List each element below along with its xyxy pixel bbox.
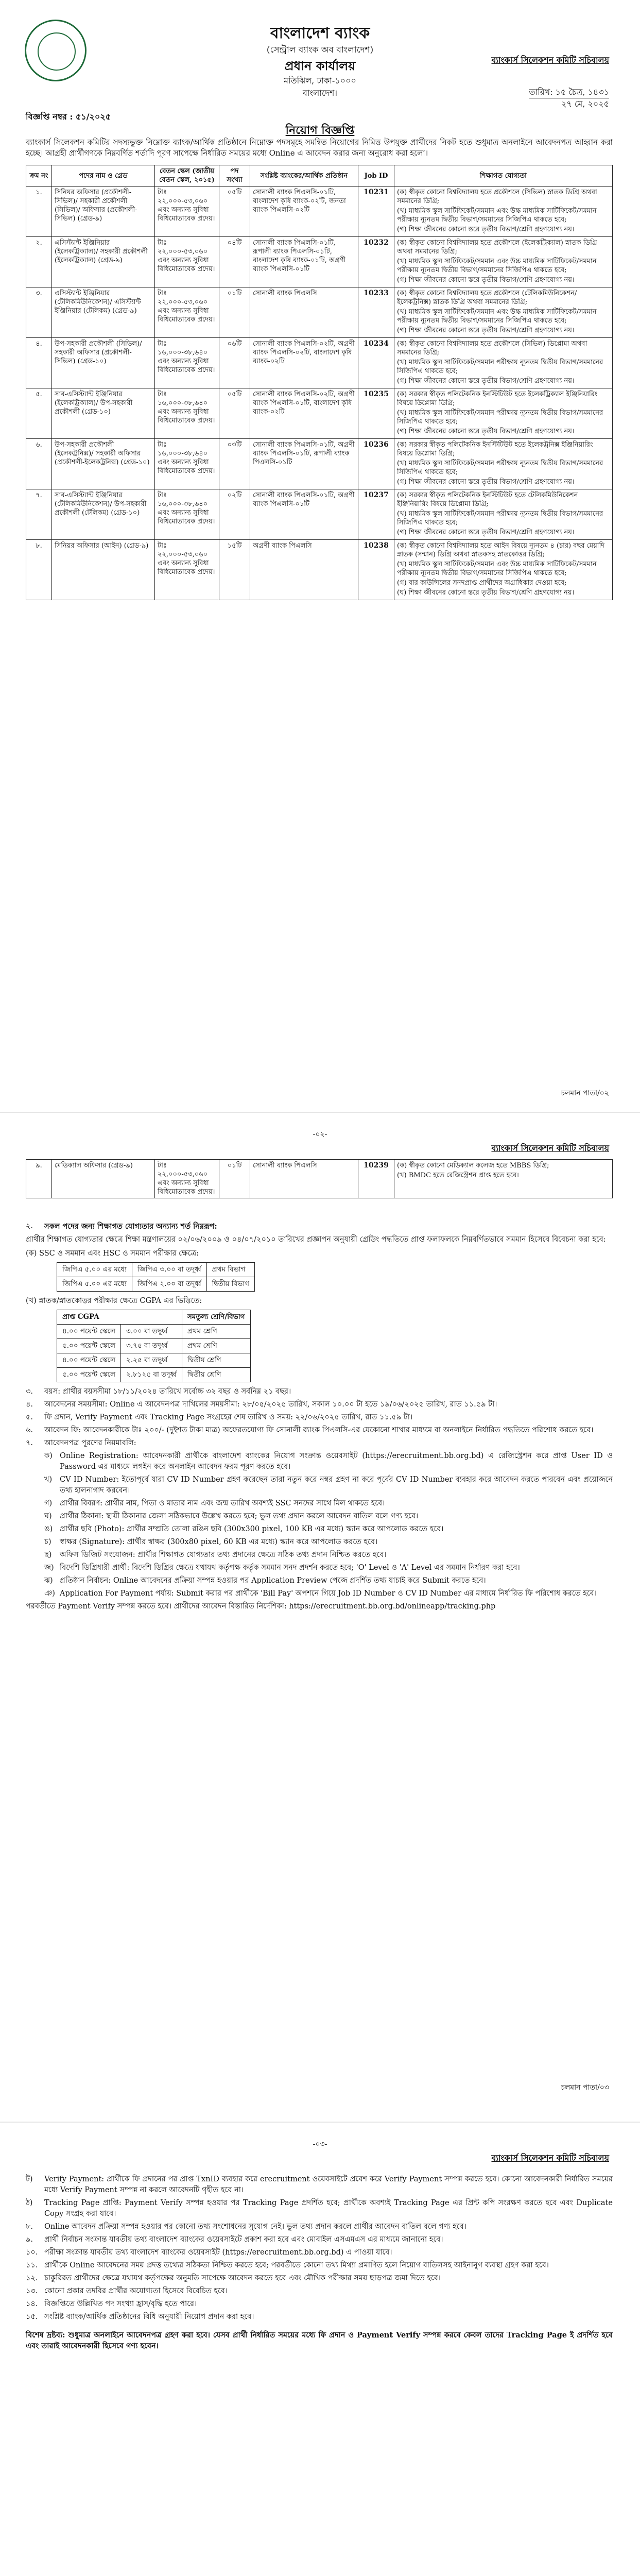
qualification-line: (গ) শিক্ষা জীবনের কোনো স্তরে তৃতীয় বিভাগ/শ্রেণি গ্রহণযোগ্য নয়। <box>397 276 575 284</box>
item-text: কোনো প্রকার তদবির প্রার্থীর অযোগ্যতা হিসেবে বিবেচিত হবে। <box>44 2287 228 2295</box>
row-scale: টাঃ ২২,০০০-৫৩,০৬০ এবং অন্যান্য সুবিধা বিধিমোতাবেক প্রদেয়। <box>155 287 219 338</box>
row-sl: ৯. <box>26 1160 52 1198</box>
list-item <box>26 2222 613 2232</box>
row-jobid: 10233 <box>358 287 394 338</box>
page-number-3: -০৩- <box>313 2140 327 2148</box>
row-jobid: 10234 <box>358 338 394 388</box>
row-scale: টাঃ ১৬,০০০-৩৮,৬৪০ এবং অন্যান্য সুবিধা বিধিমোতাবেক প্রদেয়। <box>155 489 219 540</box>
committee-name: ব্যাংকার্স সিলেকশন কমিটি সচিবালয় <box>491 55 609 65</box>
row-scale: টাঃ ২২,০০০-৫৩,০৬০ এবং অন্যান্য সুবিধা বিধিমোতাবেক প্রদেয়। <box>155 237 219 287</box>
section-2-text: প্রার্থীর শিক্ষাগত যোগ্যতার ক্ষেত্রে শিক্ষা মন্ত্রণালয়ের ০২/০৬/২০০৯ ও ০৪/০৭/২০১০ তারিখের প্রজ্ঞাপন অনুযায়ী গ্রেডিং পদ্ধতিতে প্রাপ্ত ফলাফলকে নিম্নবর্ণিতভাবে সমমান হিসেবে বিবেচনা করা হবে: <box>26 1235 606 1244</box>
item-number: ১০. <box>26 2248 38 2257</box>
row-post: উপ-সহকারী প্রকৌশলী (ইলেকট্রনিক্স)/ সহকারী অফিসার (প্রকৌশলী-ইলেকট্রনিক্স) (গ্রেড-১০) <box>52 439 155 489</box>
table-row: ৪.০০ পয়েন্ট স্কেলে ২.২৫ বা তদূর্ধ্ব দ্বিতীয় শ্রেণি <box>57 1353 251 1368</box>
table-row: ৫.০০ পয়েন্ট স্কেলে ৩.৭৫ বা তদূর্ধ্ব প্রথম শ্রেণি <box>57 1339 251 1353</box>
list-item <box>26 2198 613 2219</box>
item-text: Verify Payment: প্রার্থীকে ফি প্রদানের পর প্রাপ্ত TxnID ব্যবহার করে erecruitment ওয়েবসাইটে প্রবেশ করে Verify Payment সম্পন্ন করতে হবে। কোনো আবেদনকারী নির্ধারিত সময়ের মধ্যে Verify Payment সম্পন্ন না করলে আবেদনটি গৃহীত হবে না। <box>44 2175 613 2194</box>
row-count: ০৫টি <box>219 388 250 439</box>
list-item <box>44 1550 613 1561</box>
list-item <box>44 1511 613 1522</box>
item-text: আবেদন ফি: আবেদনকারীকে টাঃ ২০০/- (দুইশত টাকা মাত্র) অফেরতযোগ্য ফি সোনালী ব্যাংক পিএলসি-এর যেকোনো শাখার মাধ্যমে বা অনলাইনে নির্ধারিত পদ্ধতিতে পরিশোধ করতে হবে। <box>44 1426 594 1434</box>
row-post: সাব-এসিস্ট্যান্ট ইঞ্জিনিয়ার (ইলেকট্রিক্যাল)/ উপ-সহকারী প্রকৌশলী (গ্রেড-১০) <box>52 388 155 439</box>
notice-number: বিজ্ঞপ্তি নম্বর : ৫১/২০২৫ <box>26 112 111 122</box>
table-row: ৪.০০ পয়েন্ট স্কেলে ৩.০০ বা তদূর্ধ্ব প্রথম শ্রেণি <box>57 1325 251 1339</box>
section-2-a: (ক) SSC ও সমমান এবং HSC ও সমমান পরীক্ষার ক্ষেত্রে: <box>26 1249 199 1258</box>
table-row <box>26 287 613 338</box>
item-number: ৯. <box>26 2235 33 2244</box>
table-row <box>26 187 613 237</box>
list-item <box>26 1412 613 1423</box>
row-bank: সোনালী ব্যাংক পিএলসি-০১টি, বাংলাদেশ কৃষি ব্যাংক-০২টি, জনতা ব্যাংক পিএলসি-০২টি <box>250 187 358 237</box>
item-text: আবেদনপত্র পূরণের নিয়মাবলি: <box>44 1439 136 1447</box>
row-jobid: 10232 <box>358 237 394 287</box>
row-scale: টাঃ ১৬,০০০-৩৮,৬৪০ এবং অন্যান্য সুবিধা বিধিমোতাবেক প্রদেয়। <box>155 338 219 388</box>
section-2-title: সকল পদের জন্য শিক্ষাগত যোগ্যতার অন্যান্য শর্ত নিম্নরূপ: <box>44 1222 217 1231</box>
committee-name-page-3: ব্যাংকার্স সিলেকশন কমিটি সচিবালয় <box>491 2153 609 2163</box>
date-bangla: তারিখ: ১৫ চৈত্র, ১৪৩১ <box>529 87 609 98</box>
qualification-line: (ক) স্বীকৃত কোনো বিশ্ববিদ্যালয় হতে আইন বিষয়ে ন্যূনতম ৪ (চার) বছর মেয়াদি স্নাতক (সম্মান) ডিগ্রি অথবা স্নাতকসহ স্নাতকোত্তর ডিগ্রি; <box>397 542 605 558</box>
row-scale: টাঃ ১৬,০০০-৩৮,৬৪০ এবং অন্যান্য সুবিধা বিধিমোতাবেক প্রদেয়। <box>155 439 219 489</box>
table-row <box>26 1160 613 1198</box>
row-post: সিনিয়র অফিসার (আইন) (গ্রেড-৯) <box>52 540 155 600</box>
row-jobid: 10238 <box>358 540 394 600</box>
item-number: ঘ) <box>44 1512 52 1520</box>
page-1 <box>0 0 640 1113</box>
list-item <box>26 2312 613 2323</box>
row-post: এসিস্ট্যান্ট ইঞ্জিনিয়ার (টেলিকমিউনিকেশন)/ এসিস্ট্যান্ট ইঞ্জিনিয়ার (টেলিকম) (গ্রেড-৯) <box>52 287 155 338</box>
row-scale: টাঃ ২২,০০০-৫৩,০৬০ এবং অন্যান্য সুবিধা বিধিমোতাবেক প্রদেয়। <box>155 1160 219 1198</box>
col-header-post: পদের নাম ও গ্রেড <box>52 165 155 187</box>
jobs-table-header <box>26 165 613 187</box>
qualification-line: (ক) স্বীকৃত কোনো বিশ্ববিদ্যালয় হতে প্রকৌশলে (সিভিল) স্নাতক ডিগ্রি অথবা সমমানের ডিগ্রি; <box>397 189 597 205</box>
row-post: সাব-এসিস্ট্যান্ট ইঞ্জিনিয়ার (টেলিকমিউনিকেশন)/ উপ-সহকারী প্রকৌশলী (টেলিকম) (গ্রেড-১০) <box>52 489 155 540</box>
qualification-line: (ক) স্বীকৃত কোনো বিশ্ববিদ্যালয় হতে প্রকৌশলে (সিভিল) ডিপ্লোমা অথবা সমমানের ডিগ্রি; <box>397 340 587 357</box>
qualification-line: (গ) শিক্ষা জীবনের কোনো স্তরে তৃতীয় বিভাগ/শ্রেণি গ্রহণযোগ্য নয়। <box>397 226 575 233</box>
office-name: প্রধান কার্যালয় <box>284 58 356 73</box>
row-qualification <box>394 237 613 287</box>
row-jobid: 10237 <box>358 489 394 540</box>
col-header-count: পদ সংখ্যা <box>219 165 250 187</box>
list-item <box>26 2234 613 2245</box>
item-text: প্রার্থীকে Online আবেদনের সময় প্রদত্ত তথ্যের সঠিকতা নিশ্চিত করতে হবে; পরবর্তীতে কোনো তথ্য মিথ্যা প্রমাণিত হলে নিয়োগ বাতিলসহ আইনানুগ ব্যবস্থা গ্রহণ করা হবে। <box>44 2261 549 2269</box>
continue-note-page-1: চলমান পাতা/০২ <box>561 1089 609 1097</box>
col-header-scale: বেতন স্কেল (জাতীয় বেতন স্কেল, ২০১৫) <box>155 165 219 187</box>
item-text: পরীক্ষা সংক্রান্ত যাবতীয় তথ্য বাংলাদেশ ব্যাংকের ওয়েবসাইট (https://erecruitment.bb.org.bd) এ পাওয়া যাবে। <box>44 2248 392 2257</box>
row-count: ০৬টি <box>219 338 250 388</box>
qualification-line: (গ) শিক্ষা জীবনের কোনো স্তরে তৃতীয় বিভাগ/শ্রেণি গ্রহণযোগ্য নয়। <box>397 529 575 536</box>
list-item <box>26 2174 613 2196</box>
item-text: প্রার্থীর ঠিকানা: স্থায়ী ঠিকানার জেলা সঠিকভাবে উল্লেখ করতে হবে; ভুল তথ্য প্রদান করলে আবেদন বাতিল বলে গণ্য হবে। <box>60 1512 419 1520</box>
item-text: বিজ্ঞপ্তিতে উল্লিখিত পদ সংখ্যা হ্রাস/বৃদ্ধি হতে পারে। <box>44 2300 197 2308</box>
row-scale: টাঃ ২২,০০০-৫৩,০৬০ এবং অন্যান্য সুবিধা বিধিমোতাবেক প্রদেয়। <box>155 540 219 600</box>
conditions-section: ২. সকল পদের জন্য শিক্ষাগত যোগ্যতার অন্যান্য শর্ত নিম্নরূপ: প্রার্থীর শিক্ষাগত যোগ্যতার ক্ষেত্রে শিক্ষা মন্ত্রণালয়ের ০২/০৬/২০০৯ ও ০৪/০৭/২০১০ তারিখের প্রজ্ঞাপন অনুযায়ী গ্রেডিং পদ্ধতিতে প্রাপ্ত ফলাফলকে নিম্নবর্ণিতভাবে সমমান হিসেবে বিবেচনা করা হবে: (ক) SSC ও সমমান এবং HSC ও সমমান পরীক্ষার ক্ষেত্রে: জিপিএ ৫.০০ এর মধ্যে জিপিএ ৩.০০ বা তদূর্ধ্ব প্রথম বিভাগ জিপিএ ৫.০০ এর মধ্যে জিপিএ ২.০০ বা তদূর্ধ্ব দ্বিতীয় বিভাগ (খ) স্নাতক/স্নাতকোত্তর পরীক্ষার ক্ষেত্রে CGPA এর ভিত্তিতে: প্রাপ্ত CGPA সমতুল্য শ্রেণি/বিভাগ ৪.০০ পয়েন্ট স্কেলে ৩.০০ বা তদূর্ধ্ব প্রথম শ্রেণি ৫.০০ পয়েন্ট স্কেলে ৩.৭৫ বা তদূর্ধ্ব প্রথম শ্রেণি ৪.০০ পয়েন্ট স্কেলে ২.২৫ বা তদূর্ধ্ব দ্বিতীয় শ্রেণি ৫.০০ পয়েন্ট স্কেলে ২.৮১২৫ বা তদূর্ধ্ব দ্বিতীয় শ্রেণি ৩. বয়স: প্রার্থীর বয়সসীমা ১৮/১১/২০২৪ তারিখে সর্বোচ্চ ৩২ বছর ও সর্বনিম্ন ২১ বছর। ৪. আবেদনের সময়সীমা: Online এ আবেদনপত্র দাখিলের সময়সীমা: ২৮/০৫/২০২৫ তারিখ, সকাল ১০.০০ টা হতে ১৯/০৬/২০২৫ তারিখ, রাত ১১.৫৯ টা। ৫. ফি প্রদান, Verify Payment এবং Tracking Page সংগ্রহের শেষ তারিখ ও সময়: ২২/০৬/২০২৫ তারিখ, রাত ১১.৫৯ টা। ৬. আবেদন ফি: আবেদনকারীকে টাঃ ২০০/- (দুইশত টাকা মাত্র) অফেরতযোগ্য ফি সোনালী ব্যাংক পিএলসি-এর যেকোনো শাখার মাধ্যমে বা অনলাইনে নির্ধারিত পদ্ধতিতে পরিশোধ করতে হবে। ৭. আবেদনপত্র পূরণের নিয়মাবলি: ক) Online Registration: আবেদনকারী প্রার্থীকে বাংলাদেশ ব্যাংকের নিয়োগ সংক্রান্ত ওয়েবসাইট (https://erecruitment.bb.org.bd) এ রেজিস্ট্রেশন করে প্রাপ্ত User ID ও Password এর মাধ্যমে লগইন করে অনলাইন আবেদন ফরম পূরণ করতে হবে। খ) CV ID Number: ইতোপূর্বে যারা CV ID Number গ্রহণ করেছেন তারা নতুন করে নম্বর গ্রহণ না করে পূর্বের CV ID Number ব্যবহার করে আবেদন করতে পারবেন এবং প্রয়োজনে তথ্য হালনাগাদ করবেন। গ) প্রার্থীর বিবরণ: প্রার্থীর নাম, পিতা ও মাতার নাম এবং জন্ম তারিখ অবশ্যই SSC সনদের সাথে মিল থাকতে হবে। ঘ) প্রার্থীর ঠিকানা: স্থায়ী ঠিকানার জেলা সঠিকভাবে উল্লেখ করতে হবে; ভুল তথ্য প্রদান করলে আবেদন বাতিল বলে গণ্য হবে। ঙ) প্রার্থীর ছবি (Photo): প্রার্থীর সম্প্রতি তোলা রঙিন ছবি (300x300 pixel, 100 KB এর মধ্যে) স্ক্যান করে আপলোড করতে হবে। চ) স্বাক্ষর (Signature): প্রার্থীর স্বাক্ষর (300x80 pixel, 60 KB এর মধ্যে) স্ক্যান করে আপলোড করতে হবে। ছ) অফিস ডিজিট সংযোজন: প্রার্থীর শিক্ষাগত যোগ্যতার তথ্য প্রদানের ক্ষেত্রে সঠিক তথ্য প্রদান নিশ্চিত করতে হবে। জ) বিদেশি ডিগ্রিধারী প্রার্থী: বিদেশি ডিগ্রির ক্ষেত্রে যথাযথ কর্তৃপক্ষ কর্তৃক সমমান সনদ প্রদর্শন করতে হবে; 'O' Level ও 'A' Level এর সমমান নির্ধারণ করা হবে। ঝ) প্রতিষ্ঠান নির্বাচন: Online আবেদনের প্রক্রিয়া সম্পন্ন হওয়ার পর Application Preview পেজে প্রদর্শিত তথ্য যাচাই করে Submit করতে হবে। ঞ) Application For Payment পর্যায়: Submit করার পর প্রার্থীকে 'Bill Pay' অপশনে গিয়ে Job ID Number ও CV ID Number এর মাধ্যমে নির্ধারিত ফি পরিশোধ করতে হবে। পরবর্তীতে Payment Verify সম্পন্ন করতে হবে। প্রার্থীদের আবেদন বিস্তারিত নির্দেশিকা: https://erecruitment.bb.org.bd/onlineapp/tracking.php <box>26 1221 613 1615</box>
address-line-2: বাংলাদেশ। <box>302 88 338 98</box>
jobs-table <box>26 165 613 600</box>
table-row: প্রাপ্ত CGPA সমতুল্য শ্রেণি/বিভাগ <box>57 1310 251 1325</box>
item-text: Tracking Page প্রাপ্তি: Payment Verify সম্পন্ন হওয়ার পর Tracking Page প্রদর্শিত হবে; প্রার্থীকে অবশ্যই Tracking Page এর প্রিন্ট কপি সংরক্ষণ করতে হবে এবং Duplicate Copy সংগ্রহ করা যাবে। <box>44 2199 613 2218</box>
item-number: চ) <box>44 1538 51 1546</box>
item-number: ১৩. <box>26 2287 38 2295</box>
page-3 <box>0 2123 640 2576</box>
row-qualification <box>394 540 613 600</box>
qualification-line: (খ) মাধ্যমিক স্কুল সার্টিফিকেট/সমমান এবং উচ্চ মাধ্যমিক সার্টিফিকেট/সমমান পরীক্ষায় ন্যূনতম দ্বিতীয় বিভাগ/সমমানের সিজিপিএ থাকতে হবে; <box>397 561 597 577</box>
item-text: সংশ্লিষ্ট ব্যাংক/আর্থিক প্রতিষ্ঠানের বিধি অনুযায়ী নিয়োগ প্রদান করা হবে। <box>44 2313 254 2321</box>
qualification-line: (ক) সরকার স্বীকৃত পলিটেকনিক ইনস্টিটিউট হতে ইলেকট্রিক্যাল ইঞ্জিনিয়ারিং বিষয়ে ডিপ্লোমা ডিগ্রি; <box>397 391 598 407</box>
table-row <box>26 540 613 600</box>
row-scale: টাঃ ১৬,০০০-৩৮,৬৪০ এবং অন্যান্য সুবিধা বিধিমোতাবেক প্রদেয়। <box>155 388 219 439</box>
row-scale: টাঃ ২২,০০০-৫৩,০৬০ এবং অন্যান্য সুবিধা বিধিমোতাবেক প্রদেয়। <box>155 187 219 237</box>
item-number: ৭. <box>26 1439 33 1447</box>
row-qualification <box>394 439 613 489</box>
row-post: উপ-সহকারী প্রকৌশলী (সিভিল)/ সহকারী অফিসার (প্রকৌশলী-সিভিল) (গ্রেড-১০) <box>52 338 155 388</box>
item-number: জ) <box>44 1564 54 1572</box>
item-text: চাকুরিরত প্রার্থীদের ক্ষেত্রে যথাযথ কর্তৃপক্ষের অনুমতি সাপেক্ষে আবেদন করতে হবে এবং মৌখিক পরীক্ষার সময় ছাড়পত্র জমা দিতে হবে। <box>44 2274 441 2282</box>
qualification-line: (ঘ) শিক্ষা জীবনের কোনো স্তরে তৃতীয় বিভাগ/শ্রেণি গ্রহণযোগ্য নয়। <box>397 589 575 597</box>
date-english: ২৭ মে, ২০২৫ <box>561 99 609 109</box>
qualification-line: (গ) শিক্ষা জীবনের কোনো স্তরে তৃতীয় বিভাগ/শ্রেণি গ্রহণযোগ্য নয়। <box>397 478 575 486</box>
row-post: সিনিয়র অফিসার (প্রকৌশলী-সিভিল)/ সহকারী প্রকৌশলী (সিভিল)/ অফিসার (প্রকৌশলী-সিভিল) (গ্রেড-৯) <box>52 187 155 237</box>
item-number: ১১. <box>26 2261 38 2269</box>
item-text: প্রার্থীর বিবরণ: প্রার্থীর নাম, পিতা ও মাতার নাম এবং জন্ম তারিখ অবশ্যই SSC সনদের সাথে মিল থাকতে হবে। <box>60 1499 385 1507</box>
item-text: অফিস ডিজিট সংযোজন: প্রার্থীর শিক্ষাগত যোগ্যতার তথ্য প্রদানের ক্ষেত্রে সঠিক তথ্য প্রদান নিশ্চিত করতে হবে। <box>60 1551 387 1559</box>
qualification-line: (খ) BMDC হতে রেজিস্ট্রেশন প্রাপ্ত হতে হবে। <box>397 1172 519 1179</box>
item-number: ঠ) <box>26 2199 33 2207</box>
item-text: বিদেশি ডিগ্রিধারী প্রার্থী: বিদেশি ডিগ্রির ক্ষেত্রে যথাযথ কর্তৃপক্ষ কর্তৃক সমমান সনদ প্রদর্শন করতে হবে; 'O' Level ও 'A' Level এর সমমান নির্ধারণ করা হবে। <box>60 1564 520 1572</box>
bank-subtitle: (সেন্ট্রাল ব্যাংক অব বাংলাদেশ) <box>266 45 374 55</box>
row-jobid: 10235 <box>358 388 394 439</box>
row-count: ০২টি <box>219 489 250 540</box>
col-header-bank: সংশ্লিষ্ট ব্যাংকের/আর্থিক প্রতিষ্ঠান <box>250 165 358 187</box>
list-item <box>26 2286 613 2297</box>
bank-name: বাংলাদেশ ব্যাংক <box>270 24 370 42</box>
list-item <box>26 2273 613 2284</box>
item-text: Online আবেদন প্রক্রিয়া সম্পন্ন হওয়ার পর কোনো তথ্য সংশোধনের সুযোগ নেই। ভুল তথ্য প্রদান করলে প্রার্থীর আবেদন বাতিল বলে গণ্য হবে। <box>44 2223 466 2231</box>
row-sl: ৩. <box>26 287 52 338</box>
col-header-jobid: Job ID <box>358 165 394 187</box>
list-item <box>44 1475 613 1496</box>
qualification-line: (গ) বার কাউন্সিলের সনদপ্রাপ্ত প্রার্থীদের অগ্রাধিকার দেওয়া হবে; <box>397 579 567 587</box>
item-number: ৩. <box>26 1387 33 1396</box>
cgpa-equivalence-table <box>57 1310 251 1382</box>
qualification-line: (খ) মাধ্যমিক স্কুল সার্টিফিকেট/সমমান এবং উচ্চ মাধ্যমিক সার্টিফিকেট/সমমান পরীক্ষায় ন্যূনতম দ্বিতীয় বিভাগ/সমমানের সিজিপিএ থাকতে হবে; <box>397 258 597 274</box>
row-qualification <box>394 489 613 540</box>
item-number: ৮. <box>26 2223 33 2231</box>
col-header-sl: ক্রম নং <box>26 165 52 187</box>
row-sl: ৬. <box>26 439 52 489</box>
table-row <box>26 388 613 439</box>
row-sl: ১. <box>26 187 52 237</box>
row-jobid: 10236 <box>358 439 394 489</box>
committee-name-page-2: ব্যাংকার্স সিলেকশন কমিটি সচিবালয় <box>491 1143 609 1153</box>
item-number: ঝ) <box>44 1577 53 1585</box>
item-number: ট) <box>26 2175 33 2183</box>
item-text: প্রার্থী নির্বাচন সংক্রান্ত যাবতীয় তথ্য বাংলাদেশ ব্যাংকের ওয়েবসাইটে প্রকাশ করা হবে এবং মোবাইল এসএমএস এর মাধ্যমে জানানো হবে। <box>44 2235 443 2244</box>
row-bank: সোনালী ব্যাংক পিএলসি-০১টি, অগ্রণী ব্যাংক পিএলসি-০১টি, রূপালী ব্যাংক পিএলসি-০১টি <box>250 439 358 489</box>
row-count: ০৫টি <box>219 187 250 237</box>
item-number: খ) <box>44 1476 53 1484</box>
qualification-line: (খ) মাধ্যমিক স্কুল সার্টিফিকেট/সমমান এবং উচ্চ মাধ্যমিক সার্টিফিকেট/সমমান পরীক্ষায় ন্যূনতম দ্বিতীয় বিভাগ/সমমানের সিজিপিএ থাকতে হবে; <box>397 308 597 325</box>
list-item <box>44 1498 613 1509</box>
list-item <box>26 2247 613 2258</box>
table-row <box>26 338 613 388</box>
item-number: ৪. <box>26 1400 33 1409</box>
row-jobid: 10231 <box>358 187 394 237</box>
row-qualification <box>394 287 613 338</box>
item-number: ৬. <box>26 1426 33 1434</box>
table-row: জিপিএ ৫.০০ এর মধ্যে জিপিএ ৩.০০ বা তদূর্ধ্ব প্রথম বিভাগ <box>57 1263 255 1277</box>
qualification-line: (ক) সরকার স্বীকৃত পলিটেকনিক ইনস্টিটিউট হতে ইলেকট্রনিক্স ইঞ্জিনিয়ারিং বিষয়ে ডিপ্লোমা ডিগ্রি; <box>397 441 593 457</box>
table-row <box>26 439 613 489</box>
table-row: জিপিএ ৫.০০ এর মধ্যে জিপিএ ২.০০ বা তদূর্ধ্ব দ্বিতীয় বিভাগ <box>57 1277 255 1292</box>
item-number: ১৫. <box>26 2313 38 2321</box>
table-row <box>26 489 613 540</box>
qualification-line: (ক) স্বীকৃত কোনো বিশ্ববিদ্যালয় হতে প্রকৌশলে (টেলিকমিউনিকেশন/ইলেকট্রনিক্স) স্নাতক ডিগ্রি অথবা সমমানের ডিগ্রি; <box>397 290 577 306</box>
qualification-line: (খ) মাধ্যমিক স্কুল সার্টিফিকেট/সমমান পরীক্ষায় ন্যূনতম দ্বিতীয় বিভাগ/সমমানের সিজিপিএ থাকতে হবে; <box>397 510 603 527</box>
row-qualification <box>394 1160 613 1198</box>
row-count: ০১টি <box>219 287 250 338</box>
item-text: বয়স: প্রার্থীর বয়সসীমা ১৮/১১/২০২৪ তারিখে সর্বোচ্চ ৩২ বছর ও সর্বনিম্ন ২১ বছর। <box>44 1387 291 1396</box>
list-item <box>26 2260 613 2271</box>
row-bank: সোনালী ব্যাংক পিএলসি-০২টি, অগ্রণী ব্যাংক পিএলসি-০১টি, বাংলাদেশ কৃষি ব্যাংক-০২টি <box>250 388 358 439</box>
row-qualification <box>394 338 613 388</box>
item-text: স্বাক্ষর (Signature): প্রার্থীর স্বাক্ষর (300x80 pixel, 60 KB এর মধ্যে) স্ক্যান করে আপলোড করতে হবে। <box>60 1538 378 1546</box>
item-number: গ) <box>44 1499 53 1507</box>
table-row <box>26 237 613 287</box>
list-item <box>44 1563 613 1573</box>
intro-paragraph: ব্যাংকার্স সিলেকশন কমিটির সদস্যভুক্ত নিম্নোক্ত ব্যাংক/আর্থিক প্রতিষ্ঠানে নিম্নোক্ত পদসমূহে সমন্বিত নিয়োগের নিমিত্ত উপযুক্ত প্রার্থীদের নিকট হতে শুধুমাত্র অনলাইনে আবেদনপত্র আহ্বান করা হচ্ছে। আগ্রহী প্রার্থীগণকে নিম্নবর্ণিত শর্তাদি পূরণ সাপেক্ষে নির্ধারিত সময়ের মধ্যে Online এ আবেদন করার জন্য অনুরোধ করা হলো। <box>26 138 613 158</box>
ssc-hsc-equivalence-table <box>57 1262 255 1292</box>
item-number: ঙ) <box>44 1525 53 1533</box>
qualification-line: (খ) মাধ্যমিক স্কুল সার্টিফিকেট/সমমান পরীক্ষায় ন্যূনতম দ্বিতীয় বিভাগ/সমমানের সিজিপিএ থাকতে হবে; <box>397 460 603 476</box>
row-count: ০৪টি <box>219 237 250 287</box>
row-post: এসিস্ট্যান্ট ইঞ্জিনিয়ার (ইলেকট্রিক্যাল)/ সহকারী প্রকৌশলী (ইলেকট্রিক্যাল) (গ্রেড-৯) <box>52 237 155 287</box>
row-bank: সোনালী ব্যাংক পিএলসি-০১টি, রূপালী ব্যাংক পিএলসি-০১টি, বাংলাদেশ কৃষি ব্যাংক-০১টি, অগ্রণী ব্যাংক পিএলসি-০১টি <box>250 237 358 287</box>
special-note: বিশেষ দ্রষ্টব্য: শুধুমাত্র অনলাইনে আবেদনপত্র গ্রহণ করা হবে। যেসব প্রার্থী নির্ধারিত সময়ের মধ্যে ফি প্রদান ও Payment Verify সম্পন্ন করবে কেবল তাদের Tracking Page ই প্রদর্শিত হবে এবং তারাই আবেদনকারী হিসেবে গণ্য হবেন। <box>26 2331 613 2350</box>
item-number: ১২. <box>26 2274 38 2282</box>
row-sl: ২. <box>26 237 52 287</box>
item-number: ছ) <box>44 1551 52 1559</box>
list-item <box>44 1537 613 1548</box>
qualification-line: (খ) মাধ্যমিক স্কুল সার্টিফিকেট/সমমান পরীক্ষায় ন্যূনতম দ্বিতীয় বিভাগ/সমমানের সিজিপিএ থাকতে হবে; <box>397 359 603 375</box>
item-text: ফি প্রদান, Verify Payment এবং Tracking Page সংগ্রহের শেষ তারিখ ও সময়: ২২/০৬/২০২৫ তারিখ, রাত ১১.৫৯ টা। <box>44 1413 413 1421</box>
list-item <box>26 1438 613 1449</box>
row-sl: ৮. <box>26 540 52 600</box>
row-count: ০৩টি <box>219 439 250 489</box>
row-bank: সোনালী ব্যাংক পিএলসি <box>250 1160 358 1198</box>
item-number: ক) <box>44 1452 53 1460</box>
row-count: ১৫টি <box>219 540 250 600</box>
list-item <box>44 1524 613 1535</box>
item-number: ঞ) <box>44 1589 55 1598</box>
qualification-line: (ক) সরকার স্বীকৃত পলিটেকনিক ইনস্টিটিউট হতে টেলিকমিউনিকেশন ইঞ্জিনিয়ারিং বিষয়ে ডিপ্লোমা ডিগ্রি; <box>397 492 578 508</box>
qualification-line: (গ) শিক্ষা জীবনের কোনো স্তরে তৃতীয় বিভাগ/শ্রেণি গ্রহণযোগ্য নয়। <box>397 377 575 385</box>
notice-title: নিয়োগ বিজ্ঞপ্তি <box>285 124 355 137</box>
row-count: ০১টি <box>219 1160 250 1198</box>
page-2 <box>0 1113 640 2123</box>
list-item <box>26 2299 613 2310</box>
qualification-line: (খ) মাধ্যমিক স্কুল সার্টিফিকেট/সমমান এবং উচ্চ মাধ্যমিক সার্টিফিকেট/সমমান পরীক্ষায় ন্যূনতম দ্বিতীয় বিভাগ/সমমানের সিজিপিএ থাকতে হবে; <box>397 207 597 224</box>
address-line-1: মতিঝিল, ঢাকা-১০০০ <box>284 76 356 86</box>
qualification-line: (গ) শিক্ষা জীবনের কোনো স্তরে তৃতীয় বিভাগ/শ্রেণি গ্রহণযোগ্য নয়। <box>397 327 575 334</box>
list-item <box>26 1425 613 1436</box>
row-sl: ৭. <box>26 489 52 540</box>
item-text: প্রার্থীর ছবি (Photo): প্রার্থীর সম্প্রতি তোলা রঙিন ছবি (300x300 pixel, 100 KB এর মধ্যে) স্ক্যান করে আপলোড করতে হবে। <box>60 1525 444 1533</box>
date-block <box>470 87 609 110</box>
instructions-section <box>26 2174 613 2354</box>
row-sl: ৫. <box>26 388 52 439</box>
row-bank: সোনালী ব্যাংক পিএলসি <box>250 287 358 338</box>
jobs-table-continued <box>26 1159 613 1198</box>
qualification-line: (ক) স্বীকৃত কোনো মেডিক্যাল কলেজ হতে MBBS ডিগ্রি; <box>397 1162 549 1170</box>
list-item <box>44 1588 613 1599</box>
col-header-qualification: শিক্ষাগত যোগ্যতা <box>394 165 613 187</box>
section-2-b: (খ) স্নাতক/স্নাতকোত্তর পরীক্ষার ক্ষেত্রে CGPA এর ভিত্তিতে: <box>26 1297 202 1305</box>
item-text: আবেদনের সময়সীমা: Online এ আবেদনপত্র দাখিলের সময়সীমা: ২৮/০৫/২০২৫ তারিখ, সকাল ১০.০০ টা হতে ১৯/০৬/২০২৫ তারিখ, রাত ১১.৫৯ টা। <box>44 1400 497 1409</box>
list-item <box>26 1386 613 1397</box>
item-text: প্রতিষ্ঠান নির্বাচন: Online আবেদনের প্রক্রিয়া সম্পন্ন হওয়ার পর Application Preview পেজে প্রদর্শিত তথ্য যাচাই করে Submit করতে হবে। <box>60 1577 486 1585</box>
row-bank: সোনালী ব্যাংক পিএলসি-০২টি, অগ্রণী ব্যাংক পিএলসি-০২টি, বাংলাদেশ কৃষি ব্যাংক-০২টি <box>250 338 358 388</box>
row-bank: সোনালী ব্যাংক পিএলসি-০১টি, অগ্রণী ব্যাংক পিএলসি-০১টি <box>250 489 358 540</box>
item-text: CV ID Number: ইতোপূর্বে যারা CV ID Number গ্রহণ করেছেন তারা নতুন করে নম্বর গ্রহণ না করে পূর্বের CV ID Number ব্যবহার করে আবেদন করতে পারবেন এবং প্রয়োজনে তথ্য হালনাগাদ করবেন। <box>60 1476 613 1495</box>
row-bank: অগ্রণী ব্যাংক পিএলসি <box>250 540 358 600</box>
row-qualification <box>394 388 613 439</box>
payment-verify-link[interactable]: পরবর্তীতে Payment Verify সম্পন্ন করতে হবে। প্রার্থীদের আবেদন বিস্তারিত নির্দেশিকা: https://erecruitment.bb.org.bd/onlineapp/tracking.php <box>26 1602 496 1611</box>
table-row: ৫.০০ পয়েন্ট স্কেলে ২.৮১২৫ বা তদূর্ধ্ব দ্বিতীয় শ্রেণি <box>57 1368 251 1382</box>
item-text: Online Registration: আবেদনকারী প্রার্থীকে বাংলাদেশ ব্যাংকের নিয়োগ সংক্রান্ত ওয়েবসাইট (https://erecruitment.bb.org.bd) এ রেজিস্ট্রেশন করে প্রাপ্ত User ID ও Password এর মাধ্যমে লগইন করে অনলাইন আবেদন ফরম পূরণ করতে হবে। <box>60 1452 613 1471</box>
qualification-line: (খ) মাধ্যমিক স্কুল সার্টিফিকেট/সমমান পরীক্ষায় ন্যূনতম দ্বিতীয় বিভাগ/সমমানের সিজিপিএ থাকতে হবে; <box>397 409 603 426</box>
item-text: Application For Payment পর্যায়: Submit করার পর প্রার্থীকে 'Bill Pay' অপশনে গিয়ে Job ID Number ও CV ID Number এর মাধ্যমে নির্ধারিত ফি পরিশোধ করতে হবে। <box>60 1589 597 1598</box>
qualification-line: (গ) শিক্ষা জীবনের কোনো স্তরে তৃতীয় বিভাগ/শ্রেণি গ্রহণযোগ্য নয়। <box>397 428 575 435</box>
row-sl: ৪. <box>26 338 52 388</box>
list-item <box>44 1451 613 1472</box>
list-item <box>26 1399 613 1410</box>
row-qualification <box>394 187 613 237</box>
continue-note-page-2: চলমান পাতা/০৩ <box>561 2083 609 2092</box>
qualification-line: (ক) স্বীকৃত কোনো বিশ্ববিদ্যালয় হতে প্রকৌশলে (ইলেকট্রিক্যাল) স্নাতক ডিগ্রি অথবা সমমানের ডিগ্রি; <box>397 239 597 256</box>
item-number: ১৪. <box>26 2300 38 2308</box>
row-post: মেডিক্যাল অফিসার (গ্রেড-৯) <box>52 1160 155 1198</box>
row-jobid: 10239 <box>358 1160 394 1198</box>
item-number: ৫. <box>26 1413 33 1421</box>
page-number-2: -০২- <box>313 1130 327 1139</box>
list-item <box>44 1575 613 1586</box>
